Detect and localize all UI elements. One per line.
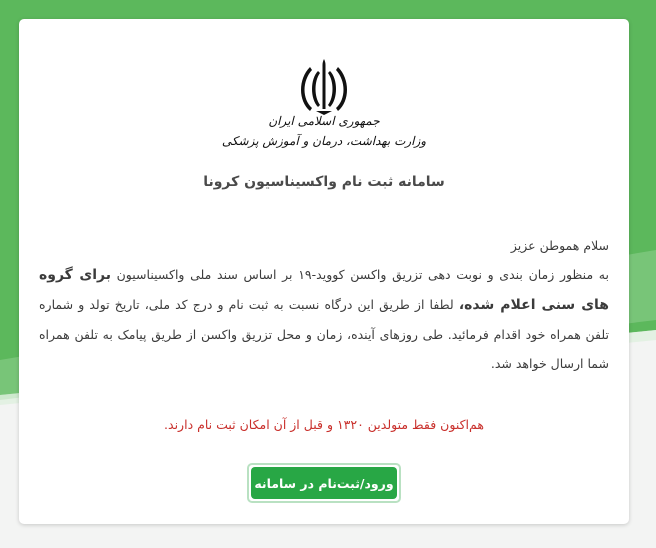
registration-card <box>19 19 629 524</box>
intro-text <box>39 231 609 378</box>
login-button-focus-ring <box>247 463 401 503</box>
eligibility-notice: هم‌اکنون فقط متولدین ۱۳۲۰ و قبل از آن امکان ثبت نام دارند. <box>164 417 484 432</box>
intro-paragraph-part2: لطفا از طریق این درگاه نسبت به ثبت نام و درج کد ملی، تاریخ تولد و شماره تلفن همراه خود اقدام فرمائید. طی روزهای آینده، زمان و محل تزریق واکسن از طریق پیامک به تلفن همراه شما ارسال خواهد شد. <box>39 297 609 371</box>
login-register-button[interactable]: ورود/ثبت‌نام در سامانه <box>251 467 397 499</box>
logo-text-country: جمهوری اسلامی ایران <box>268 114 380 128</box>
intro-paragraph-bold: برای گروه های سنی اعلام شده، <box>39 267 609 313</box>
intro-paragraph-part1: به منظور زمان بندی و نوبت دهی تزریق واکسن کووید-۱۹ بر اساس سند ملی واکسیناسیون <box>110 267 609 282</box>
iran-emblem-icon <box>296 57 352 115</box>
logo-text-ministry: وزارت بهداشت، درمان و آموزش پزشکی <box>221 134 427 148</box>
greeting: سلام هموطن عزیز <box>510 238 609 253</box>
page-title: سامانه ثبت نام واکسیناسیون کرونا <box>203 174 445 190</box>
intro-paragraph <box>39 260 609 378</box>
